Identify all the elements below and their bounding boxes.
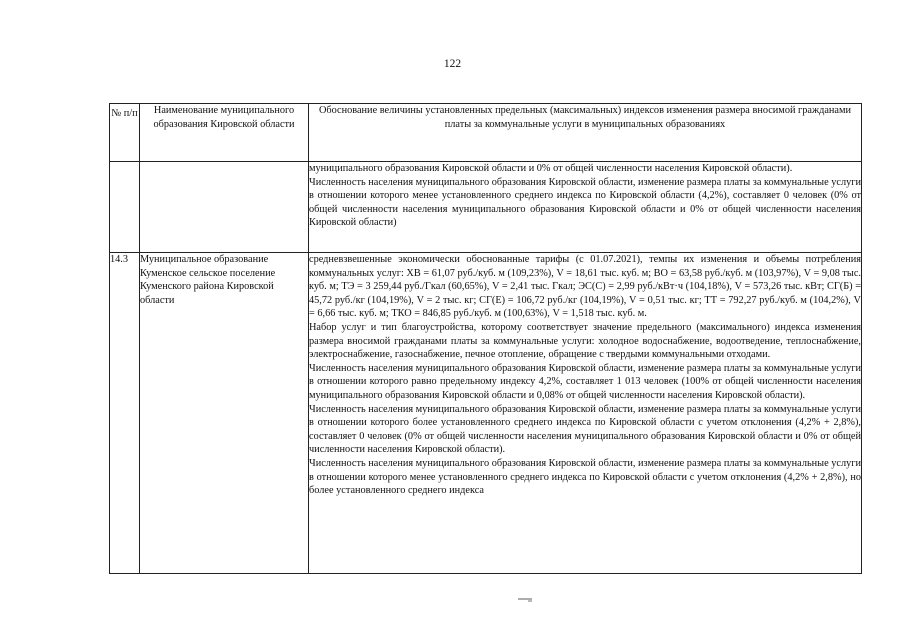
justification-paragraph: Численность населения муниципального образования Кировской области, изменение размера платы за коммунальные услуги в отношении которого более установленного среднего индекса по Кировской области с учетом отклонения (4,2% + 2,8%), составляет 0 человек (0% от общей численности населения муниципального образования Кировской области и 0% от общей численности населения Кировской области). xyxy=(309,403,861,456)
header-num: № п/п xyxy=(110,104,140,162)
row-name-cell: Муниципальное образование Куменское сельское поселение Куменского района Кировской области xyxy=(140,253,309,574)
row-justification-cell xyxy=(309,253,862,574)
justification-paragraph: средневзвешенные экономически обоснованные тарифы (с 01.07.2021), темпы их изменения и объемы потребления коммунальных услуг: ХВ = 61,07 руб./куб. м (109,23%), V = 18,61 тыс. куб. м; ВО = 63,58 руб./куб. м (103,97%), V = 9,08 тыс. куб. м; ТЭ = 3 259,44 руб./Гкал (60,65%), V = 2,41 тыс. Гкал; ЭС(С) = 2,99 руб./кВт·ч (104,18%), V = 573,26 тыс. кВт; СГ(Б) = 45,72 руб./кг (104,19%), V = 2 тыс. кг; СГ(Е) = 106,72 руб./кг (104,19%), V = 0,51 тыс. кг; ТТ = 792,27 руб./куб. м (104,2%), V = 6,66 тыс. куб. м; ТКО = 846,85 руб./куб. м (100,63%), V = 1,518 тыс. куб. м. xyxy=(309,254,861,320)
justification-paragraph: Численность населения муниципального образования Кировской области, изменение размера платы за коммунальные услуги в отношении которого менее установленного среднего индекса по Кировской области (4,2%), составляет 0 человек (0% от общей численности населения муниципального образования Кировской области и 0% от общей численности населения Кировской области) xyxy=(309,176,861,229)
page-number: 122 xyxy=(443,58,462,70)
indices-table xyxy=(109,103,862,574)
scan-artifact xyxy=(528,600,532,602)
header-municipality-name: Наименование муниципального образования Кировской области xyxy=(140,104,309,162)
justification-paragraph: Численность населения муниципального образования Кировской области, изменение размера платы за коммунальные услуги в отношении которого равно предельному индексу 4,2%, составляет 1 013 человек (100% от общей численности населения муниципального образования Кировской области и 0,08% от общей численности населения Кировской области). xyxy=(309,362,861,401)
justification-paragraph: Набор услуг и тип благоустройства, которому соответствует значение предельного (максимального) индекса изменения размера вносимой гражданами платы за коммунальные услуги: холодное водоснабжение, водоотведение, теплоснабжение, электроснабжение, газоснабжение, печное отопление, обращение с твердыми коммунальными отходами. xyxy=(309,321,861,361)
justification-paragraph: Численность населения муниципального образования Кировской области, изменение размера платы за коммунальные услуги в отношении которого менее установленного среднего индекса по Кировской области с учетом отклонения (4,2% + 2,8%), но более установленного среднего индекса xyxy=(309,457,861,497)
table-header-row xyxy=(110,104,862,162)
table-row-14-3 xyxy=(110,253,862,574)
row-num-cell xyxy=(110,162,140,253)
table-row-continuation xyxy=(110,162,862,253)
row-name-cell xyxy=(140,162,309,253)
row-justification-cell xyxy=(309,162,862,253)
justification-paragraph: муниципального образования Кировской области и 0% от общей численности населения Кировской области). xyxy=(309,163,793,174)
header-justification: Обоснование величины установленных предельных (максимальных) индексов изменения размера вносимой гражданами платы за коммунальные услуги в муниципальных образованиях xyxy=(309,104,862,162)
row-num-cell: 14.3 xyxy=(110,253,140,574)
